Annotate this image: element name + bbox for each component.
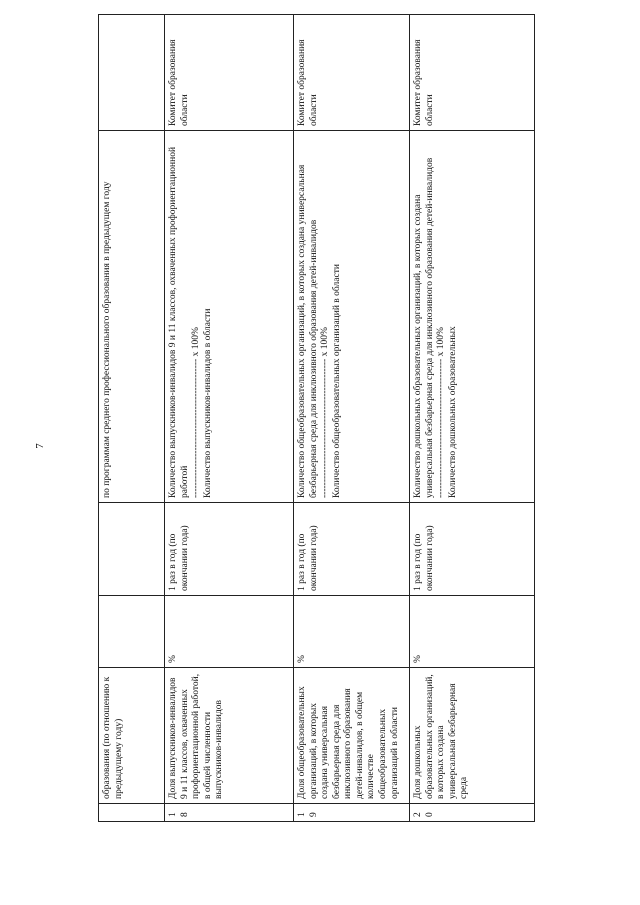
formula-denominator: Количество выпускников-инвалидов в области [202,308,213,498]
unit: % [294,596,410,668]
period: 1 раз в год (по окончании года) [294,503,410,596]
formula-line: -------------------------------------------- х 100% [191,327,202,498]
period: 1 раз в год (по окончании года) [410,503,535,596]
indicator-name: образования (по отношению к предыдущему году) [99,668,165,804]
unit: % [410,596,535,668]
formula-denominator: Количество дошкольных образовательных [447,326,458,498]
unit: % [165,596,294,668]
formula-numerator: по программам среднего профессионального образования в предыдущем году [102,181,112,498]
formula-numerator: Количество выпускников-инвалидов 9 и 11 классов, охваченных профориентационной работой [168,146,190,498]
formula-line: -------------------------------------------- х 100% [436,327,447,498]
unit [99,596,165,668]
formula-cell [294,131,410,503]
formula-numerator: Количество дошкольных образовательных организаций, в которых создана универсальная безбарьерная среда для инклюзивного образования детей-инвалидов [413,157,435,498]
rotated-table-container [98,15,534,822]
formula-cell [410,131,535,503]
row-number: 19 [294,804,410,822]
row-number [99,804,165,822]
indicator-name: Доля общеобразовательных организаций, в которых создана универсальная безбарьерная среда для инклюзивного образования детей-инвалидов, в общем количестве общеобразовательных организаций в области [294,668,410,804]
row-number: 18 [165,804,294,822]
formula-cell [165,131,294,503]
responsible [99,15,165,131]
responsible: Комитет образования области [410,15,535,131]
formula-line: -------------------------------------------- х 100% [320,327,331,498]
responsible: Комитет образования области [165,15,294,131]
indicator-name: Доля выпускников-инвалидов 9 и 11 классов, охваченных профориентационной работой, в общей численности выпускников-инвалидов [165,668,294,804]
table-row [410,15,535,822]
page-number: 7 [33,443,46,449]
period [99,503,165,596]
period: 1 раз в год (по окончании года) [165,503,294,596]
formula-cell [99,131,165,503]
formula-denominator: Количество общеобразовательных организаций в области [331,264,342,498]
indicator-name: Доля дошкольных образовательных организаций, в которых создана универсальная безбарьерная среда [410,668,535,804]
table-row [294,15,410,822]
table-row [99,15,165,822]
row-number: 20 [410,804,535,822]
indicators-table [98,14,535,822]
formula-numerator: Количество общеобразовательных организаций, в которых создана универсальная безбарьерная среда для инклюзивного образования детей-инвалидов [297,164,319,498]
responsible: Комитет образования области [294,15,410,131]
table-row [165,15,294,822]
